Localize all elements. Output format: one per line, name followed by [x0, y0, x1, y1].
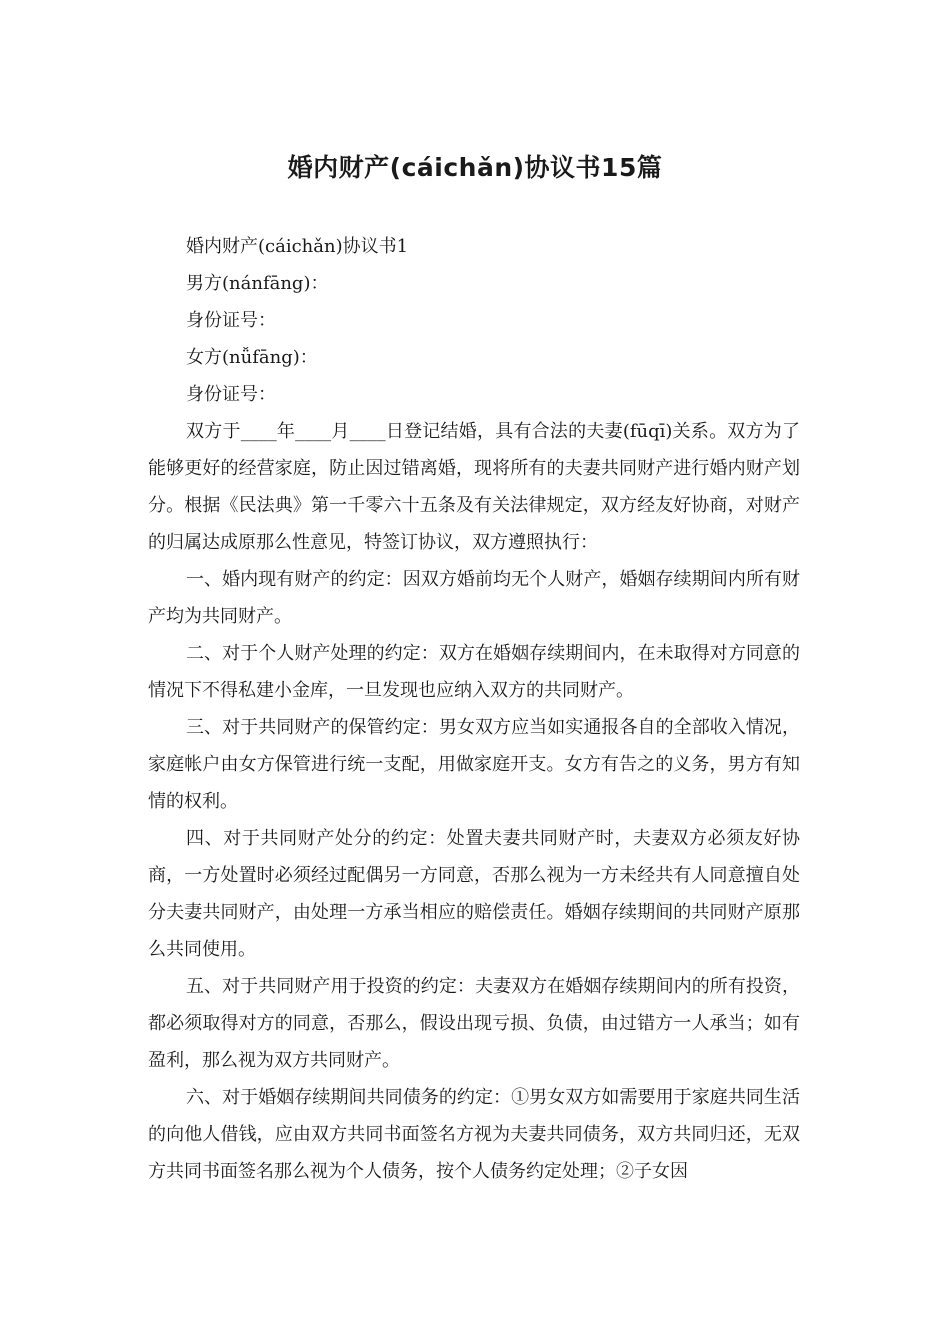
clause-2-paragraph: 二、对于个人财产处理的约定：双方在婚姻存续期间内，在未取得对方同意的情况下不得私建小金库，一旦发现也应纳入双方的共同财产。: [148, 643, 800, 701]
clause-5-paragraph: 五、对于共同财产用于投资的约定：夫妻双方在婚姻存续期间内的所有投资，都必须取得对方的同意，否那么，假设出现亏损、负债，由过错方一人承当；如有盈利，那么视为双方共同财产。: [148, 976, 800, 1071]
agreement-subtitle: 婚内财产(cáichǎn)协议书1: [186, 236, 409, 257]
intro-paragraph: 双方于____年____月____日登记结婚，具有合法的夫妻(fūqī)关系。双方为了能够更好的经营家庭，防止因过错离婚，现将所有的夫妻共同财产进行婚内财产划分。根据《民法典》第一千零六十五条及有关法律规定，双方经友好协商，对财产的归属达成原那么性意见，特签订协议，双方遵照执行：: [148, 421, 800, 553]
male-id-label: 身份证号：: [186, 310, 276, 331]
clause-4-paragraph: 四、对于共同财产处分的约定：处置夫妻共同财产时，夫妻双方必须友好协商，一方处置时必须经过配偶另一方同意，否那么视为一方未经共有人同意擅自处分夫妻共同财产，由处理一方承当相应的赔偿责任。婚姻存续期间的共同财产原那么共同使用。: [148, 828, 800, 960]
clause-3-paragraph: 三、对于共同财产的保管约定：男女双方应当如实通报各自的全部收入情况，家庭帐户由女方保管进行统一支配，用做家庭开支。女方有告之的义务，男方有知情的权利。: [148, 717, 800, 812]
clause-1-paragraph: 一、婚内现有财产的约定：因双方婚前均无个人财产，婚姻存续期间内所有财产均为共同财产。: [148, 569, 800, 627]
clause-6-paragraph: 六、对于婚姻存续期间共同债务的约定：①男女双方如需要用于家庭共同生活的向他人借钱，应由双方共同书面签名方视为夫妻共同债务，双方共同归还，无双方共同书面签名那么视为个人债务，按个人债务约定处理；②子女因: [148, 1087, 800, 1182]
female-id-label: 身份证号：: [186, 384, 276, 405]
document-title: 婚内财产(cáichǎn)协议书15篇: [287, 153, 663, 182]
male-party-label: 男方(nánfāng)：: [186, 273, 329, 294]
female-party-label: 女方(nǚfāng)：: [186, 347, 318, 368]
document-body: [148, 228, 800, 1190]
